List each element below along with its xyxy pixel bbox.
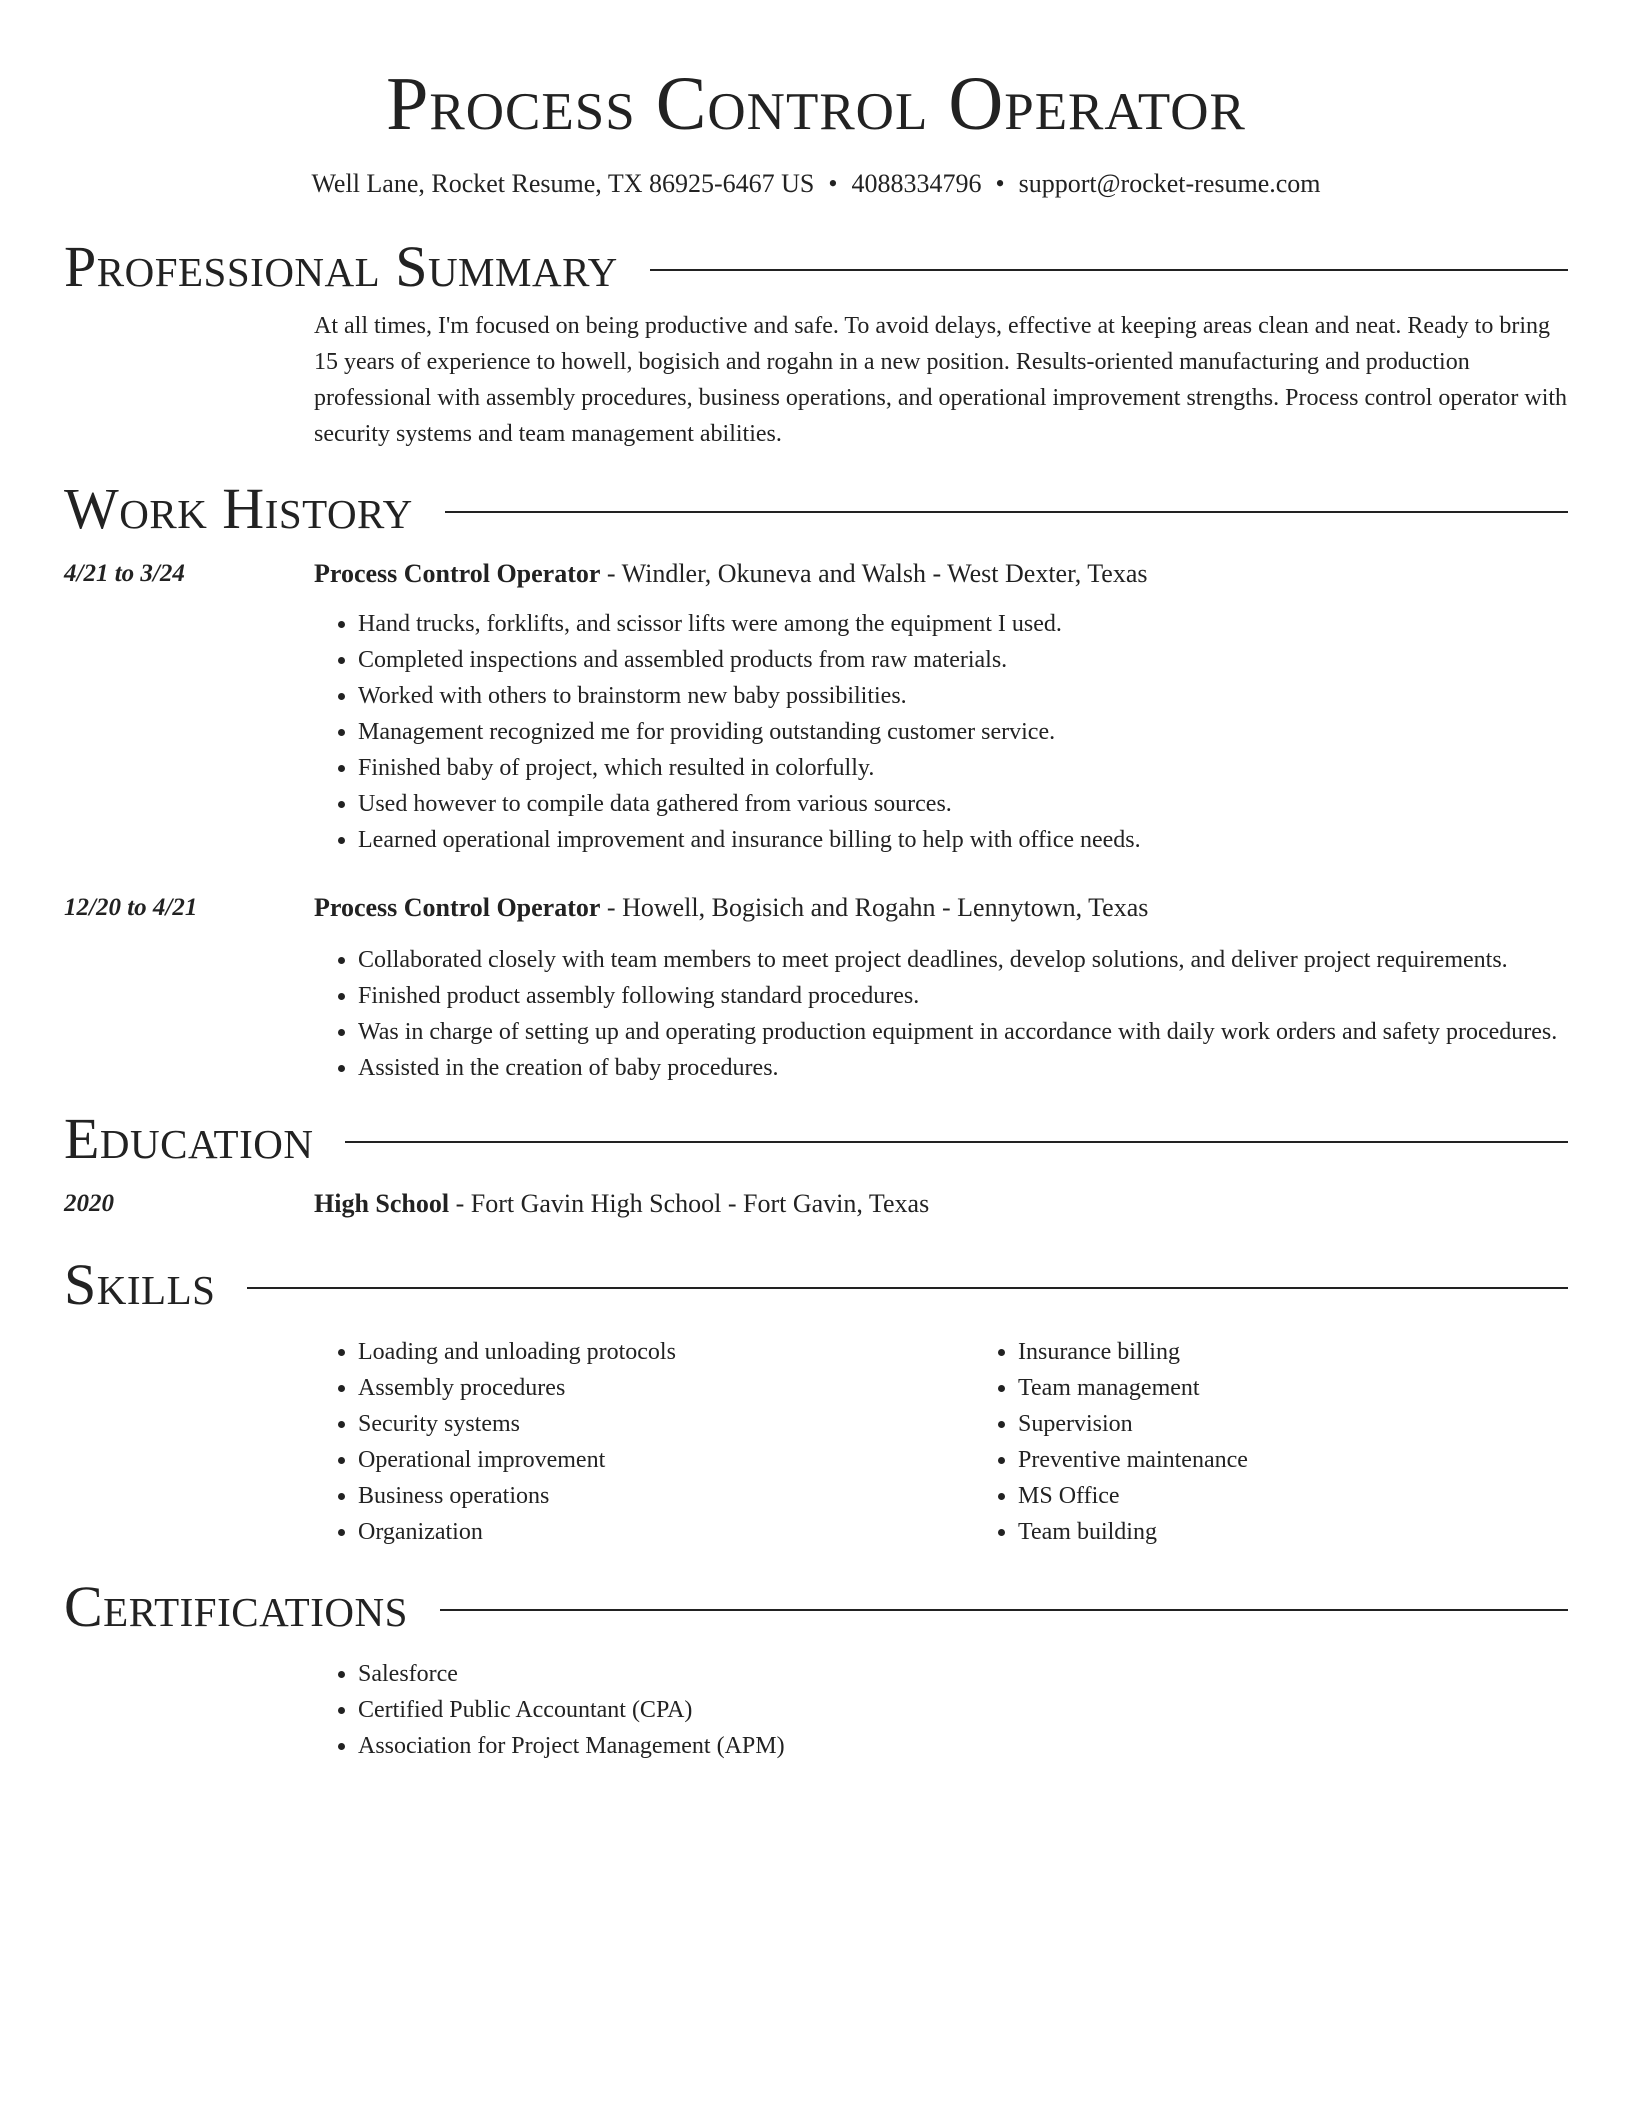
work-heading: Work History (64, 476, 413, 541)
education-entry (64, 1186, 1568, 1222)
job-body (314, 556, 1568, 858)
contact-separator: • (828, 169, 838, 198)
education-degree: High School (314, 1189, 450, 1218)
list-item: • Organization (358, 1514, 974, 1550)
certifications-section-header (64, 1574, 1568, 1640)
education-section-header (64, 1106, 1568, 1172)
job-entry (64, 890, 1568, 1086)
list-item: • Security systems (358, 1406, 974, 1442)
certifications-list (314, 1656, 1568, 1764)
list-item: • Finished baby of project, which resulted in colorfully. (358, 750, 1568, 786)
list-item: • Preventive maintenance (1018, 1442, 1632, 1478)
skills-row (64, 1334, 1568, 1550)
summary-text: At all times, I'm focused on being productive and safe. To avoid delays, effective at keeping areas clean and neat. Ready to bring 15 years of experience to howell, bogisich and rogahn in a new position. Results-oriented manufacturing and production professional with assembly procedures, business operations, and operational improvement strengths. Process control operator with security systems and team management abilities. (314, 313, 1568, 447)
resume-name: Process Control Operator (386, 62, 1246, 146)
skills-left-spacer (64, 1334, 314, 1550)
education-heading: Education (64, 1106, 314, 1171)
job-dates: 12/20 to 4/21 (64, 894, 198, 921)
contact-address: Well Lane, Rocket Resume, TX 86925-6467 US (311, 169, 815, 198)
certifications-heading: Certifications (64, 1574, 408, 1639)
list-item: • Certified Public Accountant (CPA) (358, 1692, 1568, 1728)
job-bullets (314, 942, 1568, 1086)
list-item: • Assembly procedures (358, 1370, 974, 1406)
contact-phone: 4088334796 (851, 169, 982, 198)
job-heading (314, 556, 1568, 592)
job-title: Process Control Operator (314, 893, 601, 922)
list-item: • Used however to compile data gathered from various sources. (358, 786, 1568, 822)
job-title: Process Control Operator (314, 559, 601, 588)
certifications-left-spacer (64, 1656, 314, 1764)
education-year: 2020 (64, 1190, 114, 1217)
contact-separator: • (995, 169, 1005, 198)
list-item: • Operational improvement (358, 1442, 974, 1478)
summary-row (64, 308, 1568, 452)
summary-heading: Professional Summary (64, 234, 618, 299)
job-dates: 4/21 to 3/24 (64, 560, 185, 587)
list-item: • Completed inspections and assembled products from raw materials. (358, 642, 1568, 678)
summary-section-header (64, 234, 1568, 300)
job-heading (314, 890, 1568, 926)
list-item: • Assisted in the creation of baby procedures. (358, 1050, 1568, 1086)
list-item: • Collaborated closely with team members to meet project deadlines, develop solutions, and deliver project requirements. (358, 942, 1568, 978)
list-item: • MS Office (1018, 1478, 1632, 1514)
list-item: • Management recognized me for providing outstanding customer service. (358, 714, 1568, 750)
list-item: • Finished product assembly following standard procedures. (358, 978, 1568, 1014)
list-item: • Team management (1018, 1370, 1632, 1406)
skills-list-left (314, 1334, 974, 1550)
list-item: • Insurance billing (1018, 1334, 1632, 1370)
skills-list-right (974, 1334, 1632, 1550)
list-item: • Loading and unloading protocols (358, 1334, 974, 1370)
list-item: • Team building (1018, 1514, 1632, 1550)
section-divider (440, 1609, 1568, 1611)
list-item: • Supervision (1018, 1406, 1632, 1442)
summary-left-spacer (64, 308, 314, 452)
job-bullets (314, 606, 1568, 858)
job-details: - Howell, Bogisich and Rogahn - Lennytown, Texas (600, 893, 1149, 922)
contact-line (64, 166, 1568, 202)
list-item: • Worked with others to brainstorm new baby possibilities. (358, 678, 1568, 714)
list-item: • Learned operational improvement and insurance billing to help with office needs. (358, 822, 1568, 858)
section-divider (650, 269, 1568, 271)
list-item: • Association for Project Management (APM) (358, 1728, 1568, 1764)
list-item: • Was in charge of setting up and operating production equipment in accordance with daily work orders and safety procedures. (358, 1014, 1568, 1050)
job-details: - Windler, Okuneva and Walsh - West Dexter, Texas (600, 559, 1148, 588)
certifications-row (64, 1656, 1568, 1764)
skills-heading: Skills (64, 1252, 216, 1317)
education-details: - Fort Gavin High School - Fort Gavin, Texas (449, 1189, 930, 1218)
resume-page (64, 0, 1568, 1764)
contact-email: support@rocket-resume.com (1018, 169, 1321, 198)
list-item: • Salesforce (358, 1656, 1568, 1692)
skills-section-header (64, 1252, 1568, 1318)
job-body (314, 890, 1568, 1086)
certifications-body (314, 1656, 1568, 1764)
section-divider (445, 511, 1568, 513)
list-item: • Hand trucks, forklifts, and scissor lifts were among the equipment I used. (358, 606, 1568, 642)
section-divider (345, 1141, 1568, 1143)
job-entry (64, 556, 1568, 858)
work-section-header (64, 476, 1568, 542)
education-body (314, 1186, 1568, 1222)
section-divider (247, 1287, 1568, 1289)
skills-grid (314, 1334, 1632, 1550)
list-item: • Business operations (358, 1478, 974, 1514)
